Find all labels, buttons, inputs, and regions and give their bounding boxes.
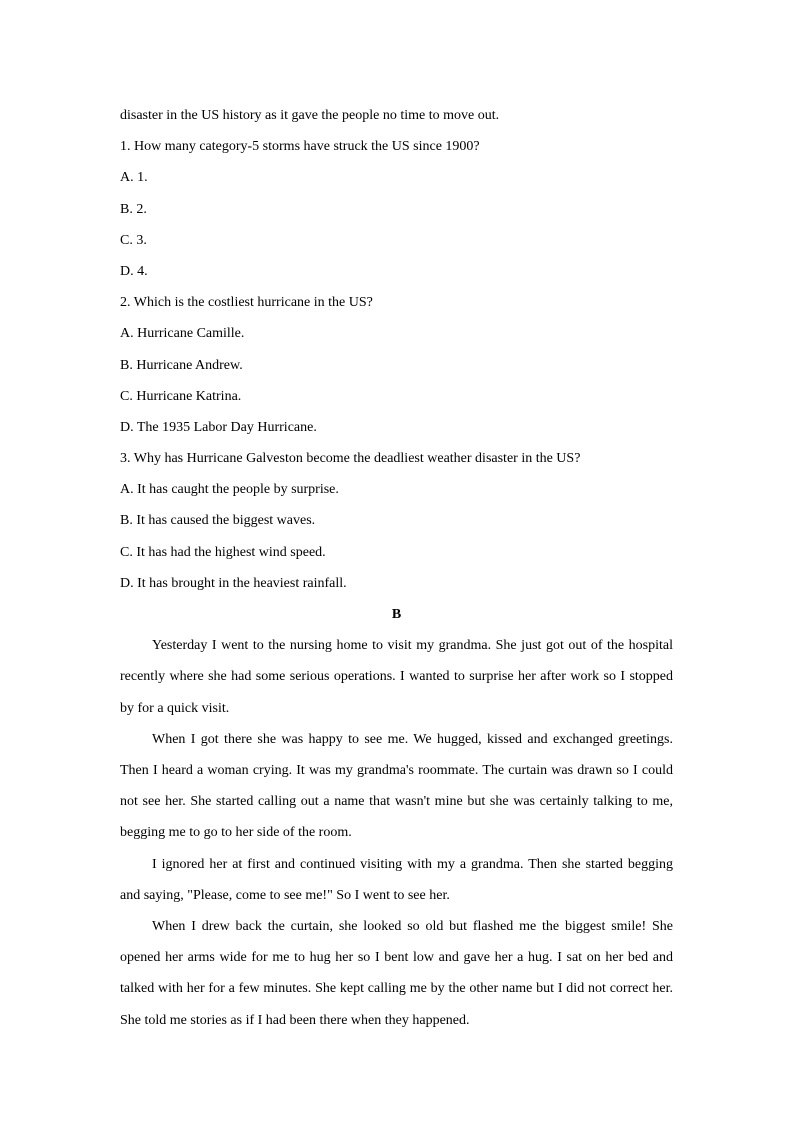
question-1: [120, 131, 673, 287]
option-a: A. It has caught the people by surprise.: [120, 482, 339, 498]
question-2: [120, 287, 673, 443]
question-stem: 2. Which is the costliest hurricane in the US?: [120, 295, 373, 311]
passage-paragraph-3: I ignored her at first and continued visiting with my a grandma. Then she started begging and saying, "Please, come to see me!" So I went to see her.: [120, 856, 673, 903]
option-b: B. 2.: [120, 201, 147, 217]
option-a: A. 1.: [120, 170, 148, 186]
question-3: [120, 443, 673, 599]
passage: [120, 630, 673, 1036]
option-c: C. Hurricane Katrina.: [120, 388, 242, 404]
option-b: B. It has caused the biggest waves.: [120, 513, 316, 529]
option-d: D. The 1935 Labor Day Hurricane.: [120, 419, 317, 435]
question-stem: 1. How many category-5 storms have struck the US since 1900?: [120, 139, 480, 155]
document-page: [120, 100, 673, 1036]
option-d: D. It has brought in the heaviest rainfall.: [120, 575, 347, 591]
passage-paragraph-4: When I drew back the curtain, she looked so old but flashed me the biggest smile! She opened her arms wide for me to hug her so I bent low and gave her a hug. I sat on her bed and talked with her for a few minutes. She kept calling me by the other name but I did not correct her. She told me stories as if I had been there when they happened.: [120, 919, 673, 1028]
intro-line: disaster in the US history as it gave the people no time to move out.: [120, 108, 500, 123]
passage-paragraph-1: Yesterday I went to the nursing home to visit my grandma. She just got out of the hospital recently where she had some serious operations. I wanted to surprise her after work so I stopped by for a quick visit.: [120, 638, 673, 716]
section-heading: B: [391, 607, 402, 622]
option-b: B. Hurricane Andrew.: [120, 357, 243, 373]
passage-paragraph-2: When I got there she was happy to see me. We hugged, kissed and exchanged greetings. Then I heard a woman crying. It was my grandma's roommate. The curtain was drawn so I could not see her. She started calling out a name that wasn't mine but she was certainly talking to me, begging me to go to her side of the room.: [120, 731, 673, 841]
option-c: C. 3.: [120, 232, 147, 248]
question-stem: 3. Why has Hurricane Galveston become the deadliest weather disaster in the US?: [120, 451, 581, 467]
option-d: D. 4.: [120, 263, 148, 279]
option-a: A. Hurricane Camille.: [120, 326, 245, 342]
option-c: C. It has had the highest wind speed.: [120, 544, 326, 560]
